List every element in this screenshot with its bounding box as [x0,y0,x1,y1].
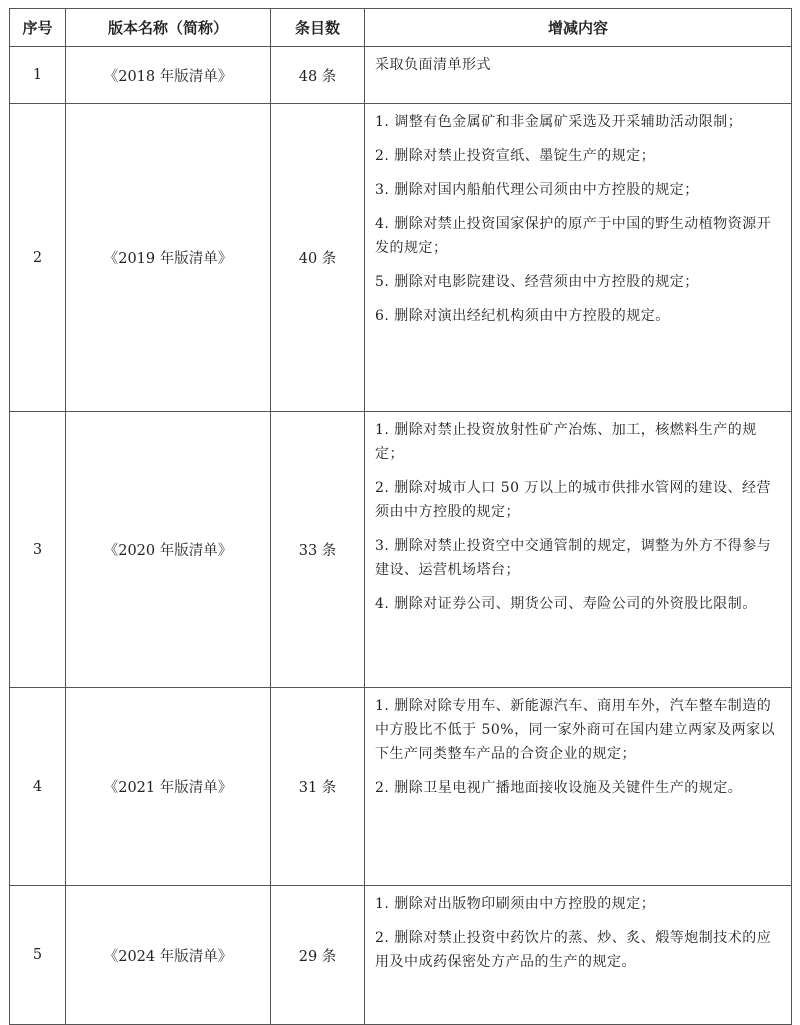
row-name: 《2019 年版清单》 [66,104,271,412]
row-changes [365,688,792,886]
change-item: 5. 删除对电影院建设、经营须由中方控股的规定； [375,274,699,290]
table-row [10,886,792,1025]
table-row [10,688,792,886]
row-name: 《2018 年版清单》 [66,47,271,104]
change-item: 2. 删除对禁止投资中药饮片的蒸、炒、炙、煅等炮制技术的应用及中成药保密处方产品的生产的规定。 [375,930,772,970]
row-no: 2 [10,104,66,412]
change-item: 4. 删除对证券公司、期货公司、寿险公司的外资股比限制。 [375,596,757,612]
header-row [10,9,792,47]
header-name: 版本名称（简称） [66,9,271,47]
change-item: 2. 删除对禁止投资宣纸、墨锭生产的规定； [375,148,656,164]
row-no: 4 [10,688,66,886]
change-item: 4. 删除对禁止投资国家保护的原产于中国的野生动植物资源开发的规定； [375,216,772,256]
change-item: 1. 调整有色金属矿和非金属矿采选及开采辅助活动限制； [375,114,743,130]
table-row [10,104,792,412]
change-item: 2. 删除卫星电视广播地面接收设施及关键件生产的规定。 [375,780,743,796]
row-changes [365,886,792,1025]
row-no: 1 [10,47,66,104]
row-count: 33 条 [271,412,365,688]
change-item: 2. 删除对城市人口 50 万以上的城市供排水管网的建设、经营须由中方控股的规定； [375,480,772,520]
change-item: 3. 删除对国内船舶代理公司须由中方控股的规定； [375,182,699,198]
row-count: 31 条 [271,688,365,886]
row-name: 《2024 年版清单》 [66,886,271,1025]
header-no: 序号 [10,9,66,47]
row-count: 40 条 [271,104,365,412]
row-name: 《2021 年版清单》 [66,688,271,886]
change-item: 1. 删除对除专用车、新能源汽车、商用车外，汽车整车制造的中方股比不低于 50%，同一家外商可在国内建立两家及两家以下生产同类整车产品的合资企业的规定； [375,698,776,762]
row-name: 《2020 年版清单》 [66,412,271,688]
change-item: 采取负面清单形式 [375,57,491,73]
row-no: 5 [10,886,66,1025]
row-changes [365,47,792,104]
table-row [10,47,792,104]
row-count: 29 条 [271,886,365,1025]
row-no: 3 [10,412,66,688]
header-changes: 增减内容 [365,9,792,47]
change-item: 1. 删除对禁止投资放射性矿产冶炼、加工，核燃料生产的规定； [375,422,757,462]
row-count: 48 条 [271,47,365,104]
negative-list-table [9,8,792,1025]
table-row [10,412,792,688]
header-count: 条目数 [271,9,365,47]
row-changes [365,412,792,688]
change-item: 6. 删除对演出经纪机构须由中方控股的规定。 [375,308,670,324]
row-changes [365,104,792,412]
change-item: 1. 删除对出版物印刷须由中方控股的规定； [375,896,656,912]
change-item: 3. 删除对禁止投资空中交通管制的规定，调整为外方不得参与建设、运营机场塔台； [375,538,772,578]
